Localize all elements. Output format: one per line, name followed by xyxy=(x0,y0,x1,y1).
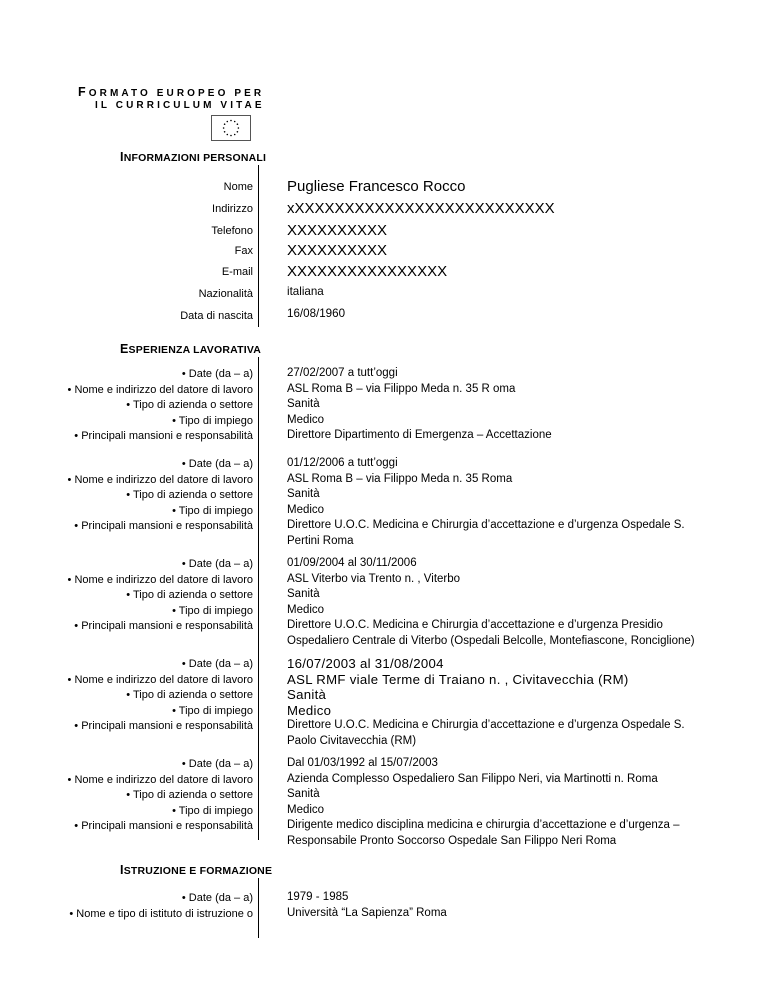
label-duties: • Principali mansioni e responsabilità xyxy=(74,720,253,732)
label-employer: • Nome e indirizzo del datore di lavoro xyxy=(67,473,253,486)
label-duties: • Principali mansioni e responsabilità xyxy=(74,430,253,442)
vertical-divider xyxy=(258,165,259,327)
education-entry xyxy=(287,890,717,921)
label-indirizzo: Indirizzo xyxy=(212,203,253,215)
entry-employer: ASL RMF viale Terme di Traiano n. , Civitavecchia (RM) xyxy=(287,671,629,687)
entry-employer: Azienda Complesso Ospedaliero San Filippo Neri, via Martinotti n. Roma xyxy=(287,772,658,785)
label-fax: Fax xyxy=(234,245,253,257)
cv-header-line1: FORMATO EUROPEO PER xyxy=(78,85,265,99)
eu-flag-icon xyxy=(211,115,251,141)
experience-entry xyxy=(287,456,717,549)
edu-institute: Università “La Sapienza” Roma xyxy=(287,906,447,919)
entry-sector: Sanità xyxy=(287,687,327,702)
entry-role: Medico xyxy=(287,603,325,616)
experience-entry xyxy=(287,756,717,849)
label-duties: • Principali mansioni e responsabilità xyxy=(74,620,253,632)
label-sector: • Tipo di azienda o settore xyxy=(126,689,253,701)
entry-employer: ASL Viterbo via Trento n. , Viterbo xyxy=(287,572,461,585)
entry-sector: Sanità xyxy=(287,488,320,500)
label-employer: • Nome e indirizzo del datore di lavoro xyxy=(67,573,253,586)
entry-duties: Dirigente medico disciplina medicina e chirurgia d’accettazione e d’urgenza – Responsabile Pronto Soccorso Ospedale San Filippo Neri Roma xyxy=(287,819,680,847)
entry-duties: Direttore U.O.C. Medicina e Chirurgia d’accettazione e d’urgenza Ospedale S. Paolo Civitavecchia (RM) xyxy=(287,719,685,747)
entry-dates: 27/02/2007 a tutt’oggi xyxy=(287,367,398,379)
label-dates: • Date (da – a) xyxy=(181,558,253,570)
label-edu-institute: • Nome e tipo di istituto di istruzione o xyxy=(69,907,253,920)
experience-labels xyxy=(68,657,253,735)
entry-dates: 16/07/2003 al 31/08/2004 xyxy=(287,656,444,671)
entry-employer: ASL Roma B – via Filippo Meda n. 35 R oma xyxy=(287,382,516,395)
label-duties: • Principali mansioni e responsabilità xyxy=(74,520,253,532)
edu-dates: 1979 - 1985 xyxy=(287,891,349,903)
label-nazionalita: Nazionalità xyxy=(198,288,253,300)
label-employer: • Nome e indirizzo del datore di lavoro xyxy=(67,773,253,786)
entry-role: Medico xyxy=(287,413,325,426)
label-sector: • Tipo di azienda o settore xyxy=(126,589,253,601)
value-nazionalita: italiana xyxy=(287,285,324,298)
value-email: XXXXXXXXXXXXXXXX xyxy=(287,263,448,280)
label-sector: • Tipo di azienda o settore xyxy=(126,789,253,801)
vertical-divider xyxy=(258,878,259,938)
label-dates: • Date (da – a) xyxy=(181,368,253,380)
section-title-education: ISTRUZIONE E FORMAZIONE xyxy=(120,863,273,877)
entry-duties: Direttore U.O.C. Medicina e Chirurgia d’accettazione e d’urgenza Ospedale S. Pertini Roma xyxy=(287,519,685,547)
label-email: E-mail xyxy=(221,266,253,278)
entry-dates: Dal 01/03/1992 al 15/07/2003 xyxy=(287,757,438,769)
label-sector: • Tipo di azienda o settore xyxy=(126,489,253,501)
label-role: • Tipo di impiego xyxy=(172,804,253,817)
label-role: • Tipo di impiego xyxy=(172,414,253,427)
entry-sector: Sanità xyxy=(287,588,320,600)
label-role: • Tipo di impiego xyxy=(172,604,253,617)
entry-employer: ASL Roma B – via Filippo Meda n. 35 Roma xyxy=(287,472,513,485)
entry-sector: Sanità xyxy=(287,398,320,410)
label-nome: Nome xyxy=(223,181,253,193)
experience-labels xyxy=(68,367,253,445)
label-dates: • Date (da – a) xyxy=(181,758,253,770)
experience-labels xyxy=(68,557,253,635)
entry-role: Medico xyxy=(287,503,325,516)
label-data-nascita: Data di nascita xyxy=(180,310,253,322)
value-data-nascita: 16/08/1960 xyxy=(287,307,346,320)
label-role: • Tipo di impiego xyxy=(172,704,253,717)
experience-labels xyxy=(68,757,253,835)
entry-role: Medico xyxy=(287,803,325,816)
entry-dates: 01/09/2004 al 30/11/2006 xyxy=(287,557,417,569)
cv-header-line2: IL CURRICULUM VITAE xyxy=(95,100,265,111)
section-title-experience: ESPERIENZA LAVORATIVA xyxy=(120,342,262,356)
value-telefono: XXXXXXXXXX xyxy=(287,222,388,239)
experience-labels xyxy=(68,457,253,535)
label-employer: • Nome e indirizzo del datore di lavoro xyxy=(67,383,253,396)
education-labels xyxy=(69,891,253,922)
entry-duties: Direttore U.O.C. Medicina e Chirurgia d’accettazione e d’urgenza Presidio Ospedaliero Centrale di Viterbo (Ospedali Belcolle, Montefiascone, Ronciglione) xyxy=(287,619,695,647)
experience-entry xyxy=(287,366,717,444)
label-telefono: Telefono xyxy=(211,225,253,237)
label-role: • Tipo di impiego xyxy=(172,504,253,517)
label-duties: • Principali mansioni e responsabilità xyxy=(74,820,253,832)
value-nome: Pugliese Francesco Rocco xyxy=(287,178,466,195)
label-sector: • Tipo di azienda o settore xyxy=(126,399,253,411)
label-edu-dates: • Date (da – a) xyxy=(181,892,253,904)
experience-entry xyxy=(287,656,717,749)
entry-role: Medico xyxy=(287,702,332,718)
entry-sector: Sanità xyxy=(287,788,320,800)
label-employer: • Nome e indirizzo del datore di lavoro xyxy=(67,673,253,686)
label-dates: • Date (da – a) xyxy=(181,458,253,470)
entry-duties: Direttore Dipartimento di Emergenza – Accettazione xyxy=(287,429,552,441)
entry-dates: 01/12/2006 a tutt’oggi xyxy=(287,457,398,469)
section-title-personal: INFORMAZIONI PERSONALI xyxy=(120,150,267,164)
label-dates: • Date (da – a) xyxy=(181,658,253,670)
experience-entry xyxy=(287,556,717,649)
vertical-divider xyxy=(258,357,259,840)
value-fax: XXXXXXXXXX xyxy=(287,242,388,259)
value-indirizzo: xXXXXXXXXXXXXXXXXXXXXXXXXXX xyxy=(287,200,555,217)
